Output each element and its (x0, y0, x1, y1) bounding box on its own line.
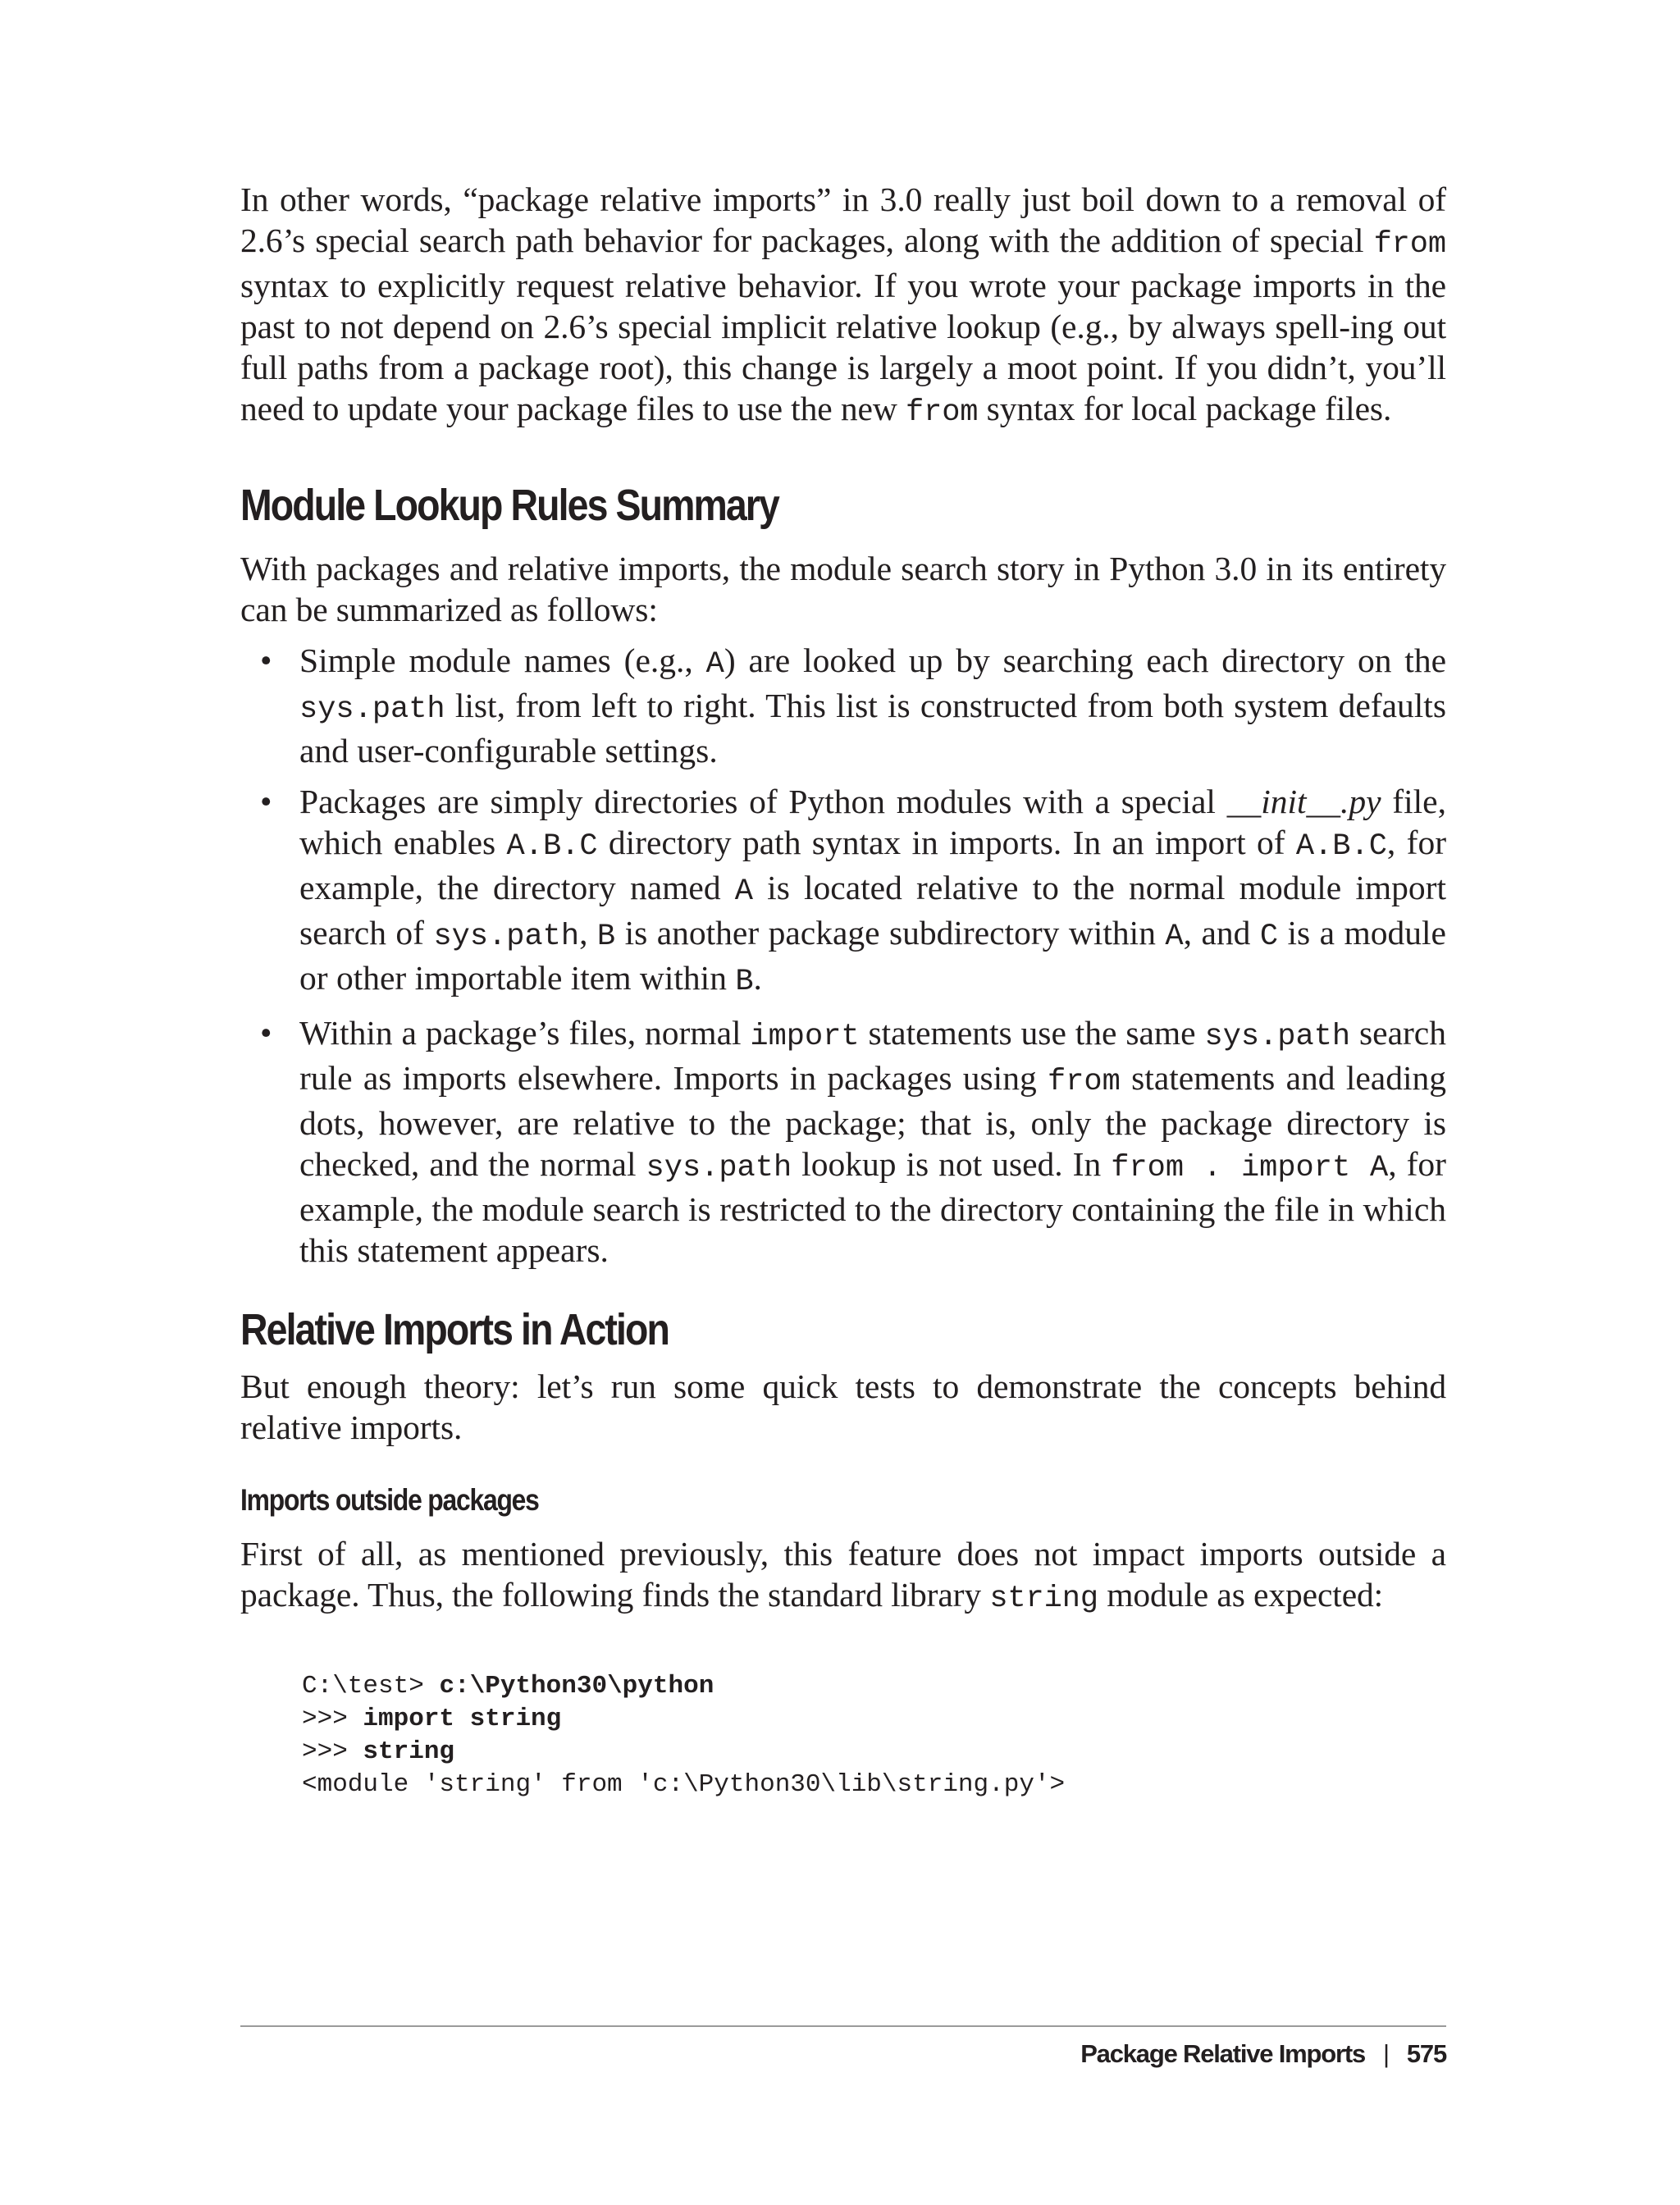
code-command: c:\Python30\python (439, 1672, 714, 1701)
inline-code: A (734, 874, 753, 909)
list-item (240, 640, 1446, 771)
text-run: module as expected: (1098, 1576, 1384, 1614)
inline-code: from . import A (1111, 1151, 1389, 1185)
section-heading-relative-imports: Relative Imports in Action (240, 1305, 669, 1354)
inline-code: sys.path (433, 920, 580, 954)
footer-separator: | (1383, 2039, 1389, 2068)
lookup-rules-list (240, 640, 1446, 1271)
inline-code: from (1373, 227, 1446, 262)
text-run: statements use the same (859, 1014, 1205, 1052)
code-example (240, 1637, 1446, 1867)
text-run: is a module or other importable item within (299, 914, 1446, 997)
code-prompt: >>> (302, 1705, 363, 1733)
code-prompt: >>> (302, 1737, 363, 1766)
intro-paragraph (240, 179, 1446, 433)
text-run: syntax for local package files. (978, 390, 1392, 427)
inline-code: import (750, 1020, 860, 1054)
lookup-intro-paragraph: With packages and relative imports, the module search story in Python 3.0 in its entirety can be summarized as follows: (240, 550, 1446, 628)
inline-code: B (735, 965, 754, 999)
text-run: Within a package’s files, normal (299, 1014, 751, 1052)
inline-code: string (989, 1582, 1098, 1616)
text-run: Packages are simply directories of Python modules with a special (299, 783, 1227, 820)
inline-code: A (705, 647, 724, 682)
list-item (240, 781, 1446, 1002)
code-line (302, 1703, 1446, 1736)
code-line (302, 1670, 1446, 1703)
text-run: directory path syntax in imports. In an import of (597, 824, 1296, 861)
footer-divider (240, 2025, 1446, 2027)
text-run: , for example, the module search is restricted to the directory containing the file in which this statement appears. (299, 1145, 1446, 1269)
section-heading-module-lookup: Module Lookup Rules Summary (240, 481, 778, 530)
subsection-heading-outside-packages: Imports outside packages (240, 1483, 539, 1517)
page-number: 575 (1406, 2039, 1446, 2068)
code-line (302, 1736, 1446, 1769)
code-prompt: C:\test> (302, 1672, 440, 1701)
text-run: ) are looked up by searching each directory on the (724, 641, 1446, 679)
code-command: string (363, 1737, 455, 1766)
inline-code: from (905, 395, 979, 430)
text-run: , and (1183, 914, 1260, 952)
text-run: Simple module names (e.g., (299, 641, 706, 679)
list-item (240, 1012, 1446, 1271)
text-run: , for example, the directory named (299, 824, 1447, 906)
text-run: First of all, as mentioned previously, this feature does not impact imports outside a package. Thus, the following finds the standard library (240, 1535, 1446, 1614)
inline-code: A.B.C (506, 829, 598, 864)
bullet-icon: • (260, 783, 272, 820)
text-run: file, which enables (299, 783, 1446, 861)
inline-code: from (1048, 1065, 1121, 1099)
text-run: syntax to explicitly request relative behavior. If you wrote your package imports in the past to not depend on 2.6’s special implicit relative lookup (e.g., by always spell-ing out full paths from a package root), this change is largely a moot point. If you didn’t, you’ll need to update your package files to use the new (240, 267, 1446, 427)
inline-code: A (1165, 920, 1184, 954)
code-line (302, 1769, 1446, 1801)
bullet-icon: • (260, 1014, 272, 1052)
text-run: lookup is not used. In (792, 1145, 1112, 1183)
inline-code: C (1259, 920, 1279, 954)
text-run: , (579, 914, 597, 952)
inline-code: A.B.C (1295, 829, 1387, 864)
running-footer-title: Package Relative Imports (1080, 2039, 1366, 2068)
theory-paragraph: But enough theory: let’s run some quick tests to demonstrate the concepts behind relative imports. (240, 1367, 1446, 1446)
text-run: is another package subdirectory within (615, 914, 1166, 952)
inline-code: B (596, 920, 616, 954)
text-run: . (753, 959, 762, 997)
code-output: <module 'string' from 'c:\Python30\lib\string.py'> (302, 1770, 1066, 1799)
inline-code: sys.path (646, 1151, 792, 1185)
code-command: import string (363, 1705, 562, 1733)
inline-code: sys.path (1204, 1020, 1351, 1054)
page-content (240, 164, 1446, 1867)
text-run: list, from left to right. This list is constructed from both system defaults and user-configurable settings. (299, 687, 1446, 769)
file-name: __init__.py (1226, 783, 1381, 820)
page-footer (1080, 2039, 1446, 2069)
text-run: is located relative to the normal module import search of (299, 869, 1446, 952)
text-run: statements and leading dots, however, are relative to the package; that is, only the package directory is checked, and the normal (299, 1059, 1447, 1183)
outside-packages-paragraph (240, 1533, 1446, 1619)
inline-code: sys.path (299, 692, 445, 727)
text-run: In other words, “package relative imports” in 3.0 really just boil down to a removal of 2.6’s special search path behavior for packages, along with the addition of special (240, 180, 1446, 259)
bullet-icon: • (260, 641, 272, 679)
text-run: search rule as imports elsewhere. Imports in packages using (299, 1014, 1446, 1097)
